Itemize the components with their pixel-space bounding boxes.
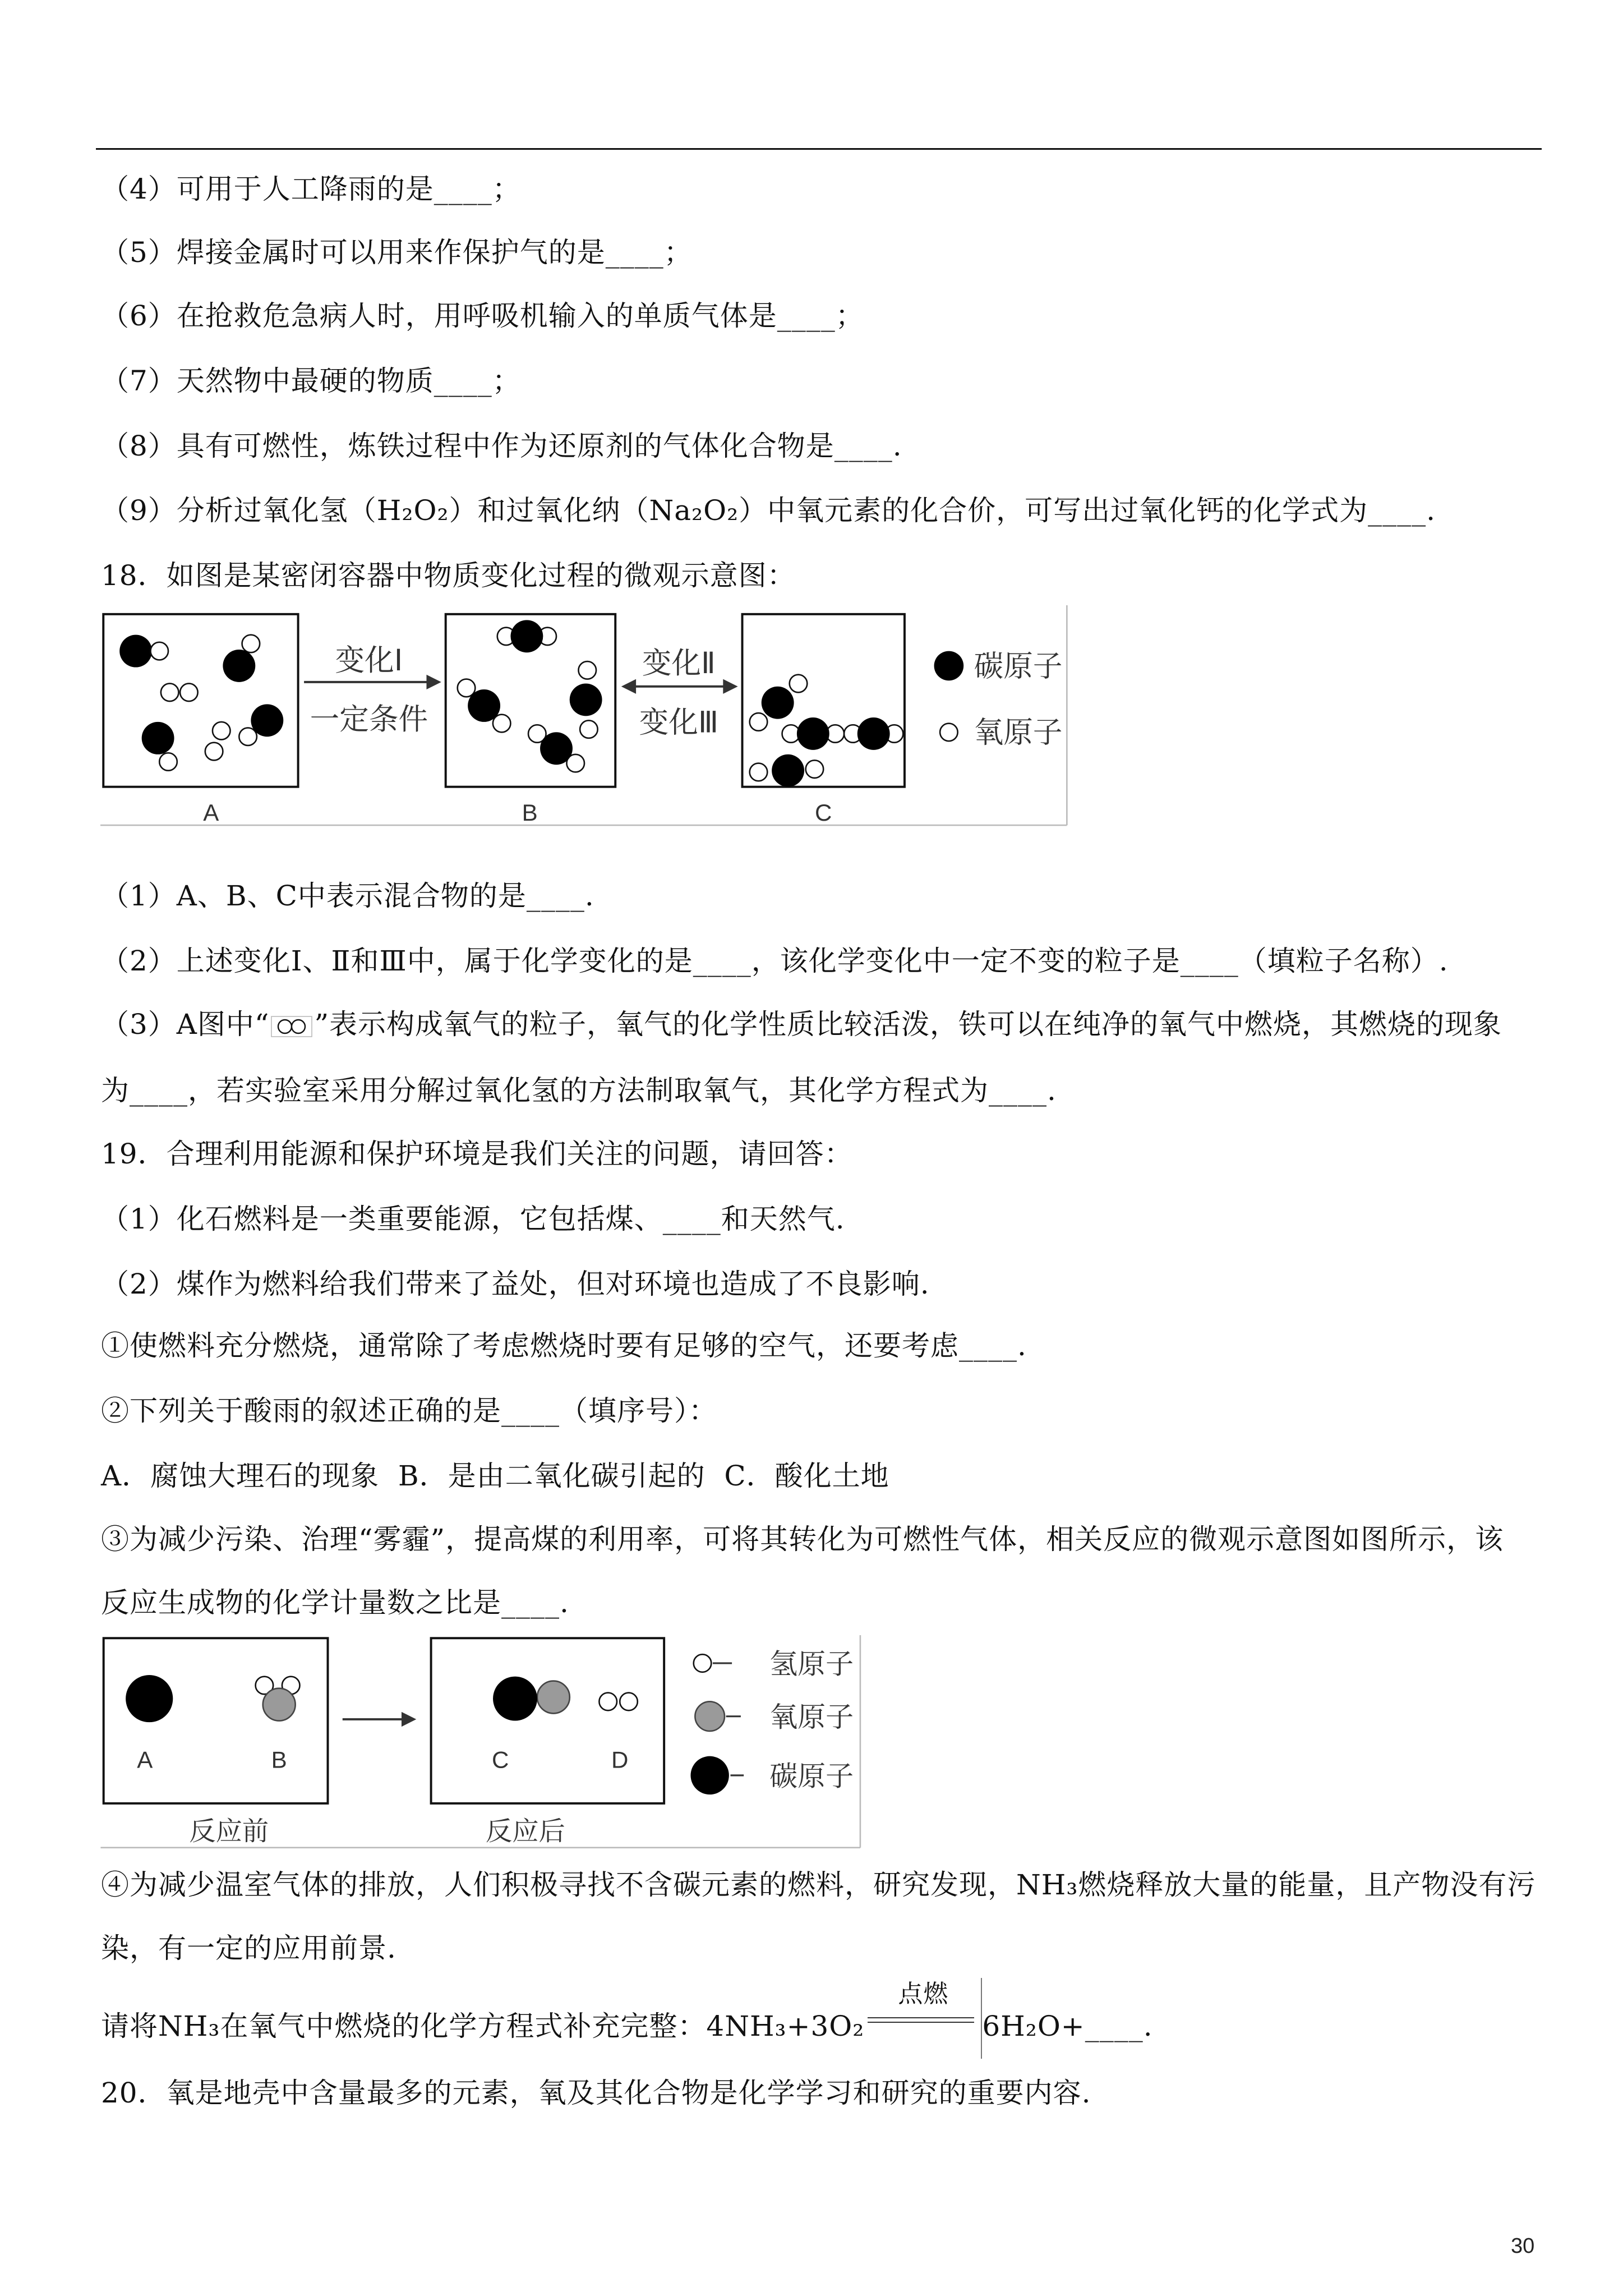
- legend-carbon-atom: [934, 651, 964, 681]
- oxygen-atom: [790, 675, 808, 693]
- arrow1-bottom-label: 一定条件: [310, 703, 428, 737]
- arrow2-left-head: [621, 679, 636, 694]
- carbon-atom: [142, 722, 174, 754]
- condition-bar: [981, 1978, 982, 2059]
- q18-stem: 18．如图是某密闭容器中物质变化过程的微观示意图：: [101, 559, 796, 592]
- oxygen-atom: [239, 728, 257, 746]
- q17-item-6: （6）在抢救危急病人时，用呼吸机输入的单质气体是____；: [101, 300, 864, 332]
- co2-molecule: [782, 717, 845, 750]
- arrow2-right-head: [723, 679, 737, 694]
- reaction-condition: [864, 1980, 982, 2043]
- co-molecule: [223, 635, 260, 682]
- q17-item-9: （9）分析过氧化氢（H₂O₂）和过氧化纳（Na₂O₂）中氧元素的化合价，可写出过氧化钙的化学式为____.: [101, 494, 1436, 527]
- q17-item-8: （8）具有可燃性，炼铁过程中作为还原剂的气体化合物是____.: [101, 430, 902, 462]
- label-d: D: [611, 1746, 629, 1773]
- o2-molecule: [205, 722, 230, 760]
- arrow2-bottom-label: 变化Ⅲ: [639, 706, 719, 739]
- co2-molecule: [458, 679, 511, 733]
- q17-item-4: （4）可用于人工降雨的是____；: [101, 173, 521, 205]
- carbon-atom: [119, 635, 152, 668]
- legend-oxygen-label: 氧原子: [974, 716, 1063, 749]
- legend-oxygen-atom: [695, 1701, 725, 1731]
- q19-part2: ②下列关于酸雨的叙述正确的是____（填序号）：: [101, 1395, 717, 1427]
- q17-item-7: （7）天然物中最硬的物质____；: [101, 365, 521, 397]
- page-number: 30: [1511, 2234, 1535, 2258]
- arrow2-top-label: 变化Ⅱ: [642, 647, 716, 680]
- equation-prefix: 请将NH₃在氧气中燃烧的化学方程式补充完整：4NH₃+3O₂: [101, 2010, 865, 2042]
- co2-molecule: [844, 717, 903, 750]
- oxygen-atom: [580, 720, 598, 738]
- oxygen-atom: [213, 722, 230, 740]
- q19-reaction-diagram: [100, 1635, 862, 1851]
- q19-equation-line: [101, 1980, 1153, 2043]
- q18-sub3-before: （3）A图中“: [101, 1008, 270, 1041]
- box-before: [104, 1638, 328, 1803]
- hydrogen-atom: [599, 1693, 617, 1711]
- legend-oxygen-atom: [940, 724, 958, 742]
- q19-part3-line1: ③为减少污染、治理“雾霾”，提高煤的利用率，可将其转化为可燃性气体，相关反应的微观示意图如图所示，该: [101, 1523, 1504, 1556]
- carbon-atom-a: [126, 1675, 173, 1722]
- label-after: 反应后: [485, 1816, 565, 1847]
- h2-molecule-d: [599, 1693, 637, 1711]
- carbon-atom: [251, 704, 283, 737]
- equation-suffix: 6H₂O+____.: [982, 2010, 1153, 2042]
- co2-molecule: [750, 675, 808, 731]
- co2-molecule: [750, 754, 824, 787]
- carbon-atom: [540, 732, 573, 765]
- co-molecule: [239, 704, 283, 746]
- label-a: A: [137, 1746, 153, 1773]
- legend-carbon-atom: [690, 1756, 728, 1795]
- carbon-atom: [223, 650, 255, 682]
- q18-sub3: [101, 1007, 1502, 1041]
- oxygen-atom: [750, 713, 768, 731]
- q19-part2-options: A．腐蚀大理石的现象 B．是由二氧化碳引起的 C．酸化土地: [101, 1460, 889, 1492]
- water-molecule-b: [256, 1677, 300, 1721]
- arrow1-top-label: 变化Ⅰ: [335, 643, 403, 677]
- oxygen-atom: [180, 683, 198, 701]
- label-b: B: [271, 1746, 287, 1773]
- carbon-atom: [772, 754, 804, 787]
- co2-molecule: [497, 620, 556, 652]
- box-after: [431, 1638, 665, 1803]
- oxygen-atom: [578, 661, 596, 679]
- q18-micro-diagram: [100, 605, 1068, 830]
- oxygen-molecule-icon: [270, 1015, 313, 1038]
- q20-stem: 20．氧是地壳中含量最多的元素，氧及其化合物是化学学习和研究的重要内容.: [101, 2077, 1091, 2109]
- q18-sub1: （1）A、B、C中表示混合物的是____.: [101, 880, 594, 912]
- q18-sub3-after: ”表示构成氧气的粒子，氧气的化学性质比较活泼，铁可以在纯净的氧气中燃烧，其燃烧的现象: [314, 1008, 1502, 1041]
- q17-item-5: （5）焊接金属时可以用来作保护气的是____；: [101, 236, 693, 269]
- carbon-atom: [797, 717, 829, 750]
- legend-oxygen-label: 氧原子: [769, 1701, 854, 1733]
- q19-part1: ①使燃料充分燃烧，通常除了考虑燃烧时要有足够的空气，还要考虑____.: [101, 1329, 1027, 1362]
- oxygen-atom: [159, 753, 177, 771]
- label-c: C: [491, 1746, 509, 1773]
- arrow1-head: [426, 675, 441, 689]
- reaction-condition-label: 点燃: [898, 1980, 949, 2008]
- co2-molecule: [528, 725, 584, 772]
- oxygen-atom: [242, 635, 260, 653]
- hydrogen-atom: [620, 1693, 638, 1711]
- carbon-atom: [493, 1677, 537, 1721]
- q19-part4-line2: 染，有一定的应用前景.: [101, 1932, 396, 1964]
- label-c: C: [815, 799, 832, 826]
- carbon-atom: [570, 683, 602, 716]
- reaction-arrow-head: [402, 1712, 416, 1727]
- header-rule: [96, 148, 1542, 150]
- carbon-atom: [857, 717, 890, 750]
- q19-part4-line1: ④为减少温室气体的排放，人们积极寻找不含碳元素的燃料，研究发现，NH₃燃烧释放大量的能量，且产物没有污: [101, 1869, 1536, 1901]
- label-before: 反应前: [189, 1816, 269, 1847]
- co-molecule: [142, 722, 177, 771]
- co2-molecule: [570, 661, 602, 738]
- oxygen-atom: [150, 642, 168, 660]
- legend-carbon-label: 碳原子: [974, 650, 1063, 683]
- legend-carbon-label: 碳原子: [769, 1760, 854, 1792]
- carbon-atom: [510, 620, 543, 652]
- q19-stem: 19．合理利用能源和保护环境是我们关注的问题，请回答：: [101, 1138, 853, 1170]
- q19-sub1: （1）化石燃料是一类重要能源，它包括煤、____和天然气.: [101, 1203, 845, 1235]
- label-a: A: [203, 799, 219, 826]
- carbon-atom: [762, 687, 794, 719]
- oxygen-atom: [458, 679, 476, 697]
- legend-hydrogen-atom: [694, 1654, 712, 1672]
- oxygen-atom: [205, 743, 223, 761]
- oxygen-atom: [493, 715, 511, 733]
- carbon-atom: [468, 689, 500, 722]
- q18-sub2: （2）上述变化Ⅰ、Ⅱ和Ⅲ中，属于化学变化的是____，该化学变化中一定不变的粒子是____（填粒子名称）.: [101, 945, 1449, 977]
- co-molecule-c: [493, 1677, 570, 1721]
- q18-sub3-line2: 为____，若实验室采用分解过氧化氢的方法制取氧气，其化学方程式为____.: [101, 1074, 1057, 1107]
- legend-hydrogen-label: 氢原子: [769, 1648, 854, 1680]
- oxygen-atom: [806, 760, 824, 778]
- oxygen-atom: [161, 683, 179, 701]
- oxygen-atom: [537, 1681, 570, 1714]
- q19-part3-line2: 反应生成物的化学计量数之比是____.: [101, 1586, 569, 1619]
- equals-sign: [868, 2017, 974, 2023]
- label-b: B: [522, 799, 538, 826]
- oxygen-atom: [750, 763, 768, 781]
- q19-sub2: （2）煤作为燃料给我们带来了益处，但对环境也造成了不良影响.: [101, 1268, 930, 1300]
- co-molecule: [119, 635, 168, 668]
- oxygen-atom: [263, 1688, 296, 1721]
- o2-molecule: [161, 683, 198, 701]
